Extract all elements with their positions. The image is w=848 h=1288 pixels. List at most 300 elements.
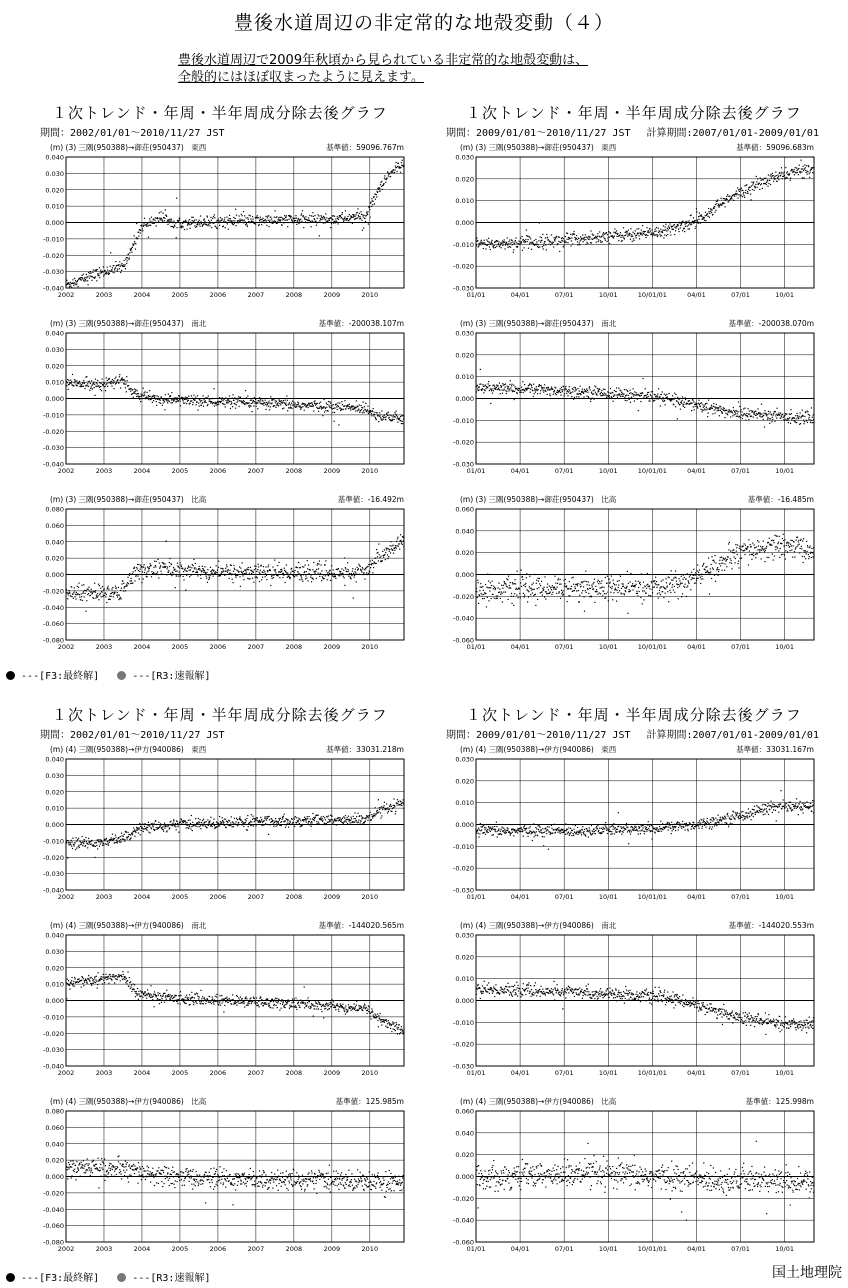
data-point [527, 239, 528, 240]
data-point [400, 420, 401, 421]
data-point [495, 247, 496, 248]
data-point [278, 575, 279, 576]
data-point [596, 237, 597, 238]
data-point [241, 214, 242, 215]
data-point [691, 579, 692, 580]
data-point [710, 409, 711, 410]
data-point [712, 408, 713, 409]
data-point [351, 573, 352, 574]
data-point [647, 394, 648, 395]
data-point [258, 566, 259, 567]
data-point [281, 570, 282, 571]
data-point [740, 411, 741, 412]
data-point [756, 176, 757, 177]
data-point [713, 560, 714, 561]
data-point [635, 398, 636, 399]
data-point [714, 212, 715, 213]
data-point [393, 169, 394, 170]
data-point [199, 569, 200, 570]
data-point [679, 223, 680, 224]
data-point [226, 400, 227, 401]
data-point [766, 546, 767, 547]
data-point [315, 221, 316, 222]
x-tick-label: 10/01 [598, 467, 618, 475]
data-point [365, 403, 366, 404]
data-point [160, 219, 161, 220]
data-point [595, 392, 596, 393]
data-point [664, 230, 665, 231]
data-point [806, 420, 807, 421]
data-point [668, 601, 669, 602]
data-point [778, 550, 779, 551]
data-point [74, 587, 75, 588]
data-point [760, 416, 761, 417]
data-point [380, 418, 381, 419]
timeseries-chart [440, 492, 824, 656]
x-tick-label: 2010 [361, 643, 379, 651]
data-point [354, 216, 355, 217]
data-point [699, 404, 700, 405]
data-point [808, 419, 809, 420]
data-point [513, 385, 514, 386]
data-point [118, 264, 119, 265]
data-point [710, 211, 711, 212]
data-point [678, 231, 679, 232]
data-point [275, 400, 276, 401]
data-point [293, 402, 294, 403]
chart-header: (m) (4) 三隅(950388)→伊方(940086) 東西 [50, 745, 207, 754]
data-point [198, 222, 199, 223]
data-point [394, 170, 395, 171]
data-point [739, 548, 740, 549]
data-point [737, 187, 738, 188]
data-point [632, 585, 633, 586]
data-point [127, 257, 128, 258]
data-point [129, 252, 130, 253]
data-point [268, 402, 269, 403]
data-point [641, 574, 642, 575]
data-point [385, 559, 386, 560]
data-point [242, 215, 243, 216]
data-point [535, 605, 536, 606]
data-point [735, 193, 736, 194]
data-point [342, 218, 343, 219]
data-point [313, 579, 314, 580]
x-tick-label: 2010 [361, 467, 379, 475]
data-point [577, 241, 578, 242]
data-point [720, 410, 721, 411]
data-point [227, 223, 228, 224]
data-point [637, 595, 638, 596]
data-point [143, 388, 144, 389]
data-point [759, 413, 760, 414]
data-point [495, 588, 496, 589]
data-point [707, 408, 708, 409]
data-point [393, 545, 394, 546]
data-point [718, 408, 719, 409]
data-point [722, 413, 723, 414]
data-point [703, 564, 704, 565]
data-point [489, 246, 490, 247]
data-point [528, 388, 529, 389]
data-point [285, 220, 286, 221]
data-point [807, 547, 808, 548]
data-point [544, 243, 545, 244]
data-point [124, 379, 125, 380]
data-point [195, 563, 196, 564]
data-point [698, 572, 699, 573]
data-point [88, 284, 89, 285]
y-tick-label: 0.010 [45, 804, 64, 813]
x-tick-label: 2007 [247, 893, 265, 901]
data-point [287, 226, 288, 227]
data-point [588, 582, 589, 583]
data-point [523, 593, 524, 594]
data-point [755, 554, 756, 555]
data-point [192, 404, 193, 405]
data-point [71, 846, 72, 847]
data-point [615, 589, 616, 590]
data-point [340, 574, 341, 575]
data-point [275, 221, 276, 222]
data-point [183, 571, 184, 572]
data-point [546, 387, 547, 388]
data-point [793, 541, 794, 542]
data-point [270, 217, 271, 218]
data-point [557, 587, 558, 588]
data-point [87, 280, 88, 281]
data-point [161, 398, 162, 399]
data-point [578, 396, 579, 397]
data-point [531, 249, 532, 250]
data-point [657, 235, 658, 236]
data-point [325, 410, 326, 411]
data-point [199, 223, 200, 224]
subtitle-line: 全般的にはほぼ収まったように見えます。 [178, 70, 424, 85]
data-point [248, 569, 249, 570]
data-point [237, 570, 238, 571]
y-tick-label: 0.030 [45, 169, 64, 178]
data-point [800, 412, 801, 413]
data-point [84, 382, 85, 383]
data-point [485, 384, 486, 385]
data-point [164, 409, 165, 410]
data-point [75, 598, 76, 599]
data-point [113, 596, 114, 597]
data-point [504, 248, 505, 249]
data-point [632, 241, 633, 242]
data-point [536, 386, 537, 387]
data-point [105, 596, 106, 597]
data-point [223, 225, 224, 226]
x-tick-label: 2002 [57, 291, 75, 299]
data-point [401, 543, 402, 544]
data-point [178, 400, 179, 401]
data-point [793, 171, 794, 172]
data-point [78, 845, 79, 846]
data-point [735, 413, 736, 414]
data-point [109, 273, 110, 274]
data-point [192, 564, 193, 565]
data-point [212, 402, 213, 403]
data-point [226, 564, 227, 565]
data-point [92, 276, 93, 277]
data-point [205, 573, 206, 574]
data-point [191, 223, 192, 224]
data-point [498, 243, 499, 244]
data-point [150, 563, 151, 564]
data-point [74, 845, 75, 846]
data-point [188, 400, 189, 401]
data-point [607, 576, 608, 577]
data-point [70, 380, 71, 381]
data-point [355, 214, 356, 215]
data-point [144, 394, 145, 395]
data-point [333, 404, 334, 405]
data-point [75, 384, 76, 385]
data-point [795, 548, 796, 549]
data-point [780, 548, 781, 549]
data-point [91, 591, 92, 592]
data-point [763, 541, 764, 542]
data-point [733, 200, 734, 201]
data-point [610, 393, 611, 394]
data-point [203, 569, 204, 570]
data-point [534, 240, 535, 241]
data-point [632, 583, 633, 584]
data-point [491, 240, 492, 241]
data-point [576, 389, 577, 390]
data-point [792, 557, 793, 558]
data-point [365, 409, 366, 410]
data-point [534, 589, 535, 590]
data-point [589, 386, 590, 387]
data-point [150, 225, 151, 226]
data-point [273, 577, 274, 578]
data-point [692, 221, 693, 222]
data-point [564, 583, 565, 584]
data-point [338, 568, 339, 569]
data-point [809, 172, 810, 173]
data-point [652, 587, 653, 588]
data-point [693, 401, 694, 402]
data-point [790, 177, 791, 178]
data-point [766, 415, 767, 416]
data-point [545, 391, 546, 392]
data-point [360, 211, 361, 212]
data-point [734, 552, 735, 553]
data-point [68, 593, 69, 594]
data-point [119, 261, 120, 262]
data-point [718, 410, 719, 411]
data-point [325, 408, 326, 409]
data-point [67, 379, 68, 380]
data-point [380, 190, 381, 191]
data-point [130, 249, 131, 250]
data-point [189, 570, 190, 571]
data-point [800, 539, 801, 540]
data-point [694, 578, 695, 579]
data-point [731, 410, 732, 411]
data-point [543, 589, 544, 590]
data-point [530, 389, 531, 390]
data-point [259, 220, 260, 221]
data-point [717, 199, 718, 200]
x-tick-label: 2003 [95, 643, 113, 651]
data-point [75, 596, 76, 597]
data-point [542, 588, 543, 589]
data-point [591, 242, 592, 243]
data-point [516, 588, 517, 589]
data-point [476, 386, 477, 387]
data-point [532, 390, 533, 391]
data-point [287, 400, 288, 401]
data-point [535, 391, 536, 392]
data-point [131, 252, 132, 253]
data-point [610, 388, 611, 389]
data-point [278, 217, 279, 218]
data-point [111, 588, 112, 589]
data-point [313, 216, 314, 217]
data-point [283, 408, 284, 409]
data-point [627, 613, 628, 614]
data-point [539, 578, 540, 579]
data-point [638, 581, 639, 582]
data-point [807, 545, 808, 546]
data-point [803, 166, 804, 167]
x-tick-label: 10/01/01 [637, 291, 667, 299]
data-point [747, 415, 748, 416]
data-point [711, 406, 712, 407]
data-point [327, 404, 328, 405]
data-point [559, 390, 560, 391]
data-point [347, 404, 348, 405]
data-point [691, 224, 692, 225]
data-point [400, 172, 401, 173]
data-point [734, 556, 735, 557]
data-point [798, 540, 799, 541]
data-point [362, 412, 363, 413]
data-point [477, 580, 478, 581]
data-point [114, 592, 115, 593]
data-point [306, 571, 307, 572]
data-point [777, 543, 778, 544]
data-point [332, 219, 333, 220]
data-point [801, 546, 802, 547]
data-point [179, 399, 180, 400]
data-point [486, 606, 487, 607]
data-point [700, 583, 701, 584]
data-point [767, 414, 768, 415]
data-point [511, 384, 512, 385]
data-point [561, 387, 562, 388]
data-point [180, 564, 181, 565]
data-point [724, 206, 725, 207]
data-point [622, 240, 623, 241]
data-point [353, 215, 354, 216]
data-point [182, 568, 183, 569]
data-point [69, 384, 70, 385]
data-point [602, 595, 603, 596]
data-point [547, 237, 548, 238]
data-point [259, 401, 260, 402]
data-point [154, 397, 155, 398]
data-point [582, 391, 583, 392]
data-point [347, 218, 348, 219]
data-point [212, 403, 213, 404]
data-point [235, 404, 236, 405]
data-point [755, 557, 756, 558]
timeseries-chart [440, 316, 824, 480]
data-point [246, 397, 247, 398]
data-point [355, 569, 356, 570]
data-point [300, 222, 301, 223]
data-point [616, 230, 617, 231]
data-point [614, 584, 615, 585]
data-point [121, 588, 122, 589]
data-point [580, 394, 581, 395]
data-point [323, 406, 324, 407]
data-point [654, 235, 655, 236]
data-point [305, 404, 306, 405]
data-point [478, 603, 479, 604]
data-point [809, 415, 810, 416]
data-point [769, 423, 770, 424]
data-point [396, 545, 397, 546]
data-point [179, 218, 180, 219]
data-point [654, 586, 655, 587]
data-point [672, 580, 673, 581]
data-point [552, 243, 553, 244]
data-point [535, 239, 536, 240]
data-point [168, 393, 169, 394]
data-point [239, 571, 240, 572]
data-point [631, 397, 632, 398]
data-point [614, 394, 615, 395]
data-point [266, 220, 267, 221]
data-point [225, 397, 226, 398]
data-point [270, 570, 271, 571]
data-point [365, 568, 366, 569]
data-point [680, 227, 681, 228]
data-point [808, 166, 809, 167]
data-point [168, 220, 169, 221]
data-point [227, 570, 228, 571]
data-point [197, 572, 198, 573]
data-point [140, 230, 141, 231]
data-point [778, 176, 779, 177]
data-point [255, 224, 256, 225]
data-point [634, 233, 635, 234]
data-point [531, 387, 532, 388]
data-point [608, 239, 609, 240]
data-point [553, 246, 554, 247]
data-point [337, 402, 338, 403]
data-point [809, 177, 810, 178]
data-point [492, 393, 493, 394]
data-point [566, 389, 567, 390]
data-point [134, 235, 135, 236]
data-point [104, 595, 105, 596]
data-point [188, 567, 189, 568]
data-point [489, 590, 490, 591]
data-point [103, 275, 104, 276]
data-point [257, 408, 258, 409]
data-point [108, 589, 109, 590]
data-point [135, 576, 136, 577]
data-point [317, 218, 318, 219]
data-point [186, 397, 187, 398]
